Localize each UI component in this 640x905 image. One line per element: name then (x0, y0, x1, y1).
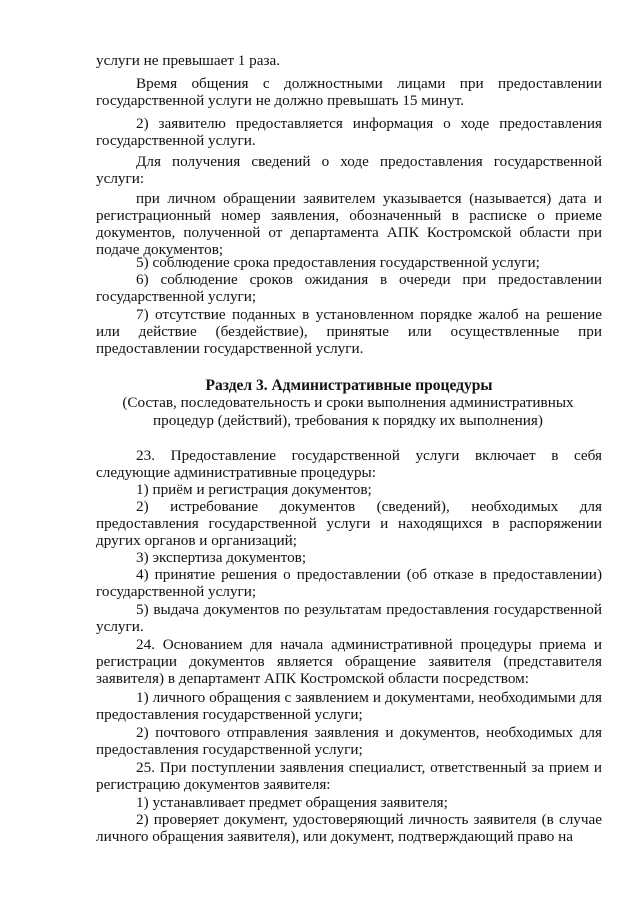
procedure-item-5: 5) выдача документов по результатам предоставления государственной услуги. (96, 601, 602, 635)
procedure-item-3: 3) экспертиза документов; (136, 549, 307, 566)
paragraph-7: 6) соблюдение сроков ожидания в очереди при предоставлении государственной услуги; (96, 271, 602, 305)
section-heading: Раздел 3. Административные процедуры (205, 377, 493, 394)
procedure-item-1: 1) приём и регистрация документов; (136, 481, 372, 498)
section-subheading: (Состав, последовательность и сроки выполнения административных процедур (действий), требования к порядку их выполнения) (122, 394, 574, 429)
paragraph-2: Время общения с должностными лицами при предоставлении государственной услуги не должно превышать 15 минут. (96, 75, 602, 109)
paragraph-4: Для получения сведений о ходе предоставления государственной услуги: (96, 153, 602, 187)
action-item-2: 2) проверяет документ, удостоверяющий личность заявителя (в случае личного обращения заявителя), или документ, подтверждающий право на (96, 811, 602, 845)
action-item-1: 1) устанавливает предмет обращения заявителя; (136, 794, 448, 811)
paragraph-23: 23. Предоставление государственной услуги включает в себя следующие административные процедуры: (96, 447, 602, 481)
procedure-item-2: 2) истребование документов (сведений), необходимых для предоставления государственной услуги и находящихся в распоряжении других органов и организаций; (96, 498, 602, 549)
paragraph-24: 24. Основанием для начала административной процедуры приема и регистрации документов является обращение заявителя (представителя заявителя) в департамент АПК Костромской области посредством: (96, 636, 602, 687)
paragraph-1: услуги не превышает 1 раза. (96, 52, 281, 69)
procedure-item-4: 4) принятие решения о предоставлении (об отказе в предоставлении) государственной услуги; (96, 566, 602, 600)
paragraph-8: 7) отсутствие поданных в установленном порядке жалоб на решение или действие (бездействие), принятые или осуществленные при предоставлении государственной услуги. (96, 306, 602, 357)
submission-item-2: 2) почтового отправления заявления и документов, необходимых для предоставления государственной услуги; (96, 724, 602, 758)
paragraph-25: 25. При поступлении заявления специалист, ответственный за прием и регистрацию документов заявителя: (96, 759, 602, 793)
paragraph-3: 2) заявителю предоставляется информация о ходе предоставления государственной услуги. (96, 115, 602, 149)
paragraph-5: при личном обращении заявителем указывается (называется) дата и регистрационный номер заявления, обозначенный в расписке о приеме документов, полученной от департамента АПК Костромской области при подаче документов; (96, 190, 602, 258)
paragraph-6: 5) соблюдение срока предоставления государственной услуги; (136, 254, 540, 271)
submission-item-1: 1) личного обращения с заявлением и документами, необходимыми для предоставления государственной услуги; (96, 689, 602, 723)
